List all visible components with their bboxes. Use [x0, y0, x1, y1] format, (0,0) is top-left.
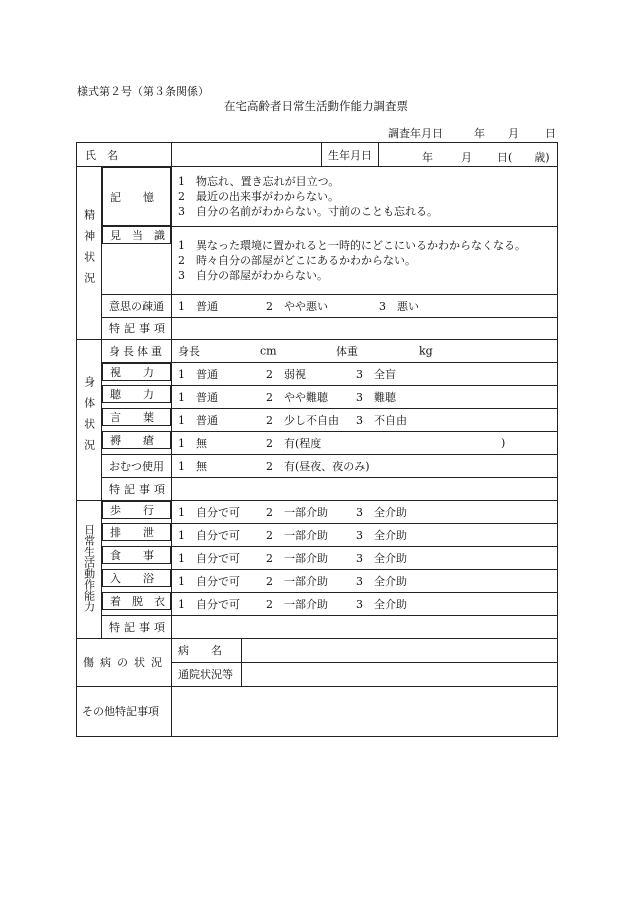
adl-section-cell: [77, 500, 102, 638]
visit-field[interactable]: [242, 662, 558, 686]
bedsore-label: 褥 瘡: [110, 434, 154, 447]
memory-options-cell: [172, 167, 558, 227]
vision-option-3[interactable]: 3 全盲: [356, 367, 396, 381]
memory-label-cell: [102, 167, 171, 226]
speech-label-cell: [102, 408, 171, 426]
memory-option-1[interactable]: 1 物忘れ、置き忘れが目立つ。: [178, 174, 340, 188]
adl-notes-label-cell: [102, 615, 172, 638]
communication-label-cell: [102, 294, 172, 317]
diaper-option-1[interactable]: 1 無: [178, 459, 207, 473]
other-notes-label: その他特記事項: [82, 705, 159, 718]
mental-notes-field[interactable]: [172, 317, 558, 339]
birth-month-unit: 月: [461, 151, 472, 164]
walking-options-cell: [172, 500, 558, 523]
excretion-label-cell: [102, 523, 171, 541]
illness-section-label: 傷病の状況: [83, 656, 168, 669]
excretion-option-1[interactable]: 1 自分で可: [178, 528, 240, 542]
dressing-options-cell: [172, 592, 558, 615]
physical-section-cell: [77, 339, 102, 500]
excretion-option-2[interactable]: 2 一部介助: [266, 528, 328, 542]
speech-options-cell: [172, 408, 558, 431]
diaper-option-2[interactable]: 2 有(昼夜、夜のみ): [266, 459, 370, 473]
survey-date-label: 調査年月日: [388, 127, 443, 140]
eating-option-3[interactable]: 3 全介助: [356, 551, 407, 565]
height-weight-cell[interactable]: [172, 339, 558, 362]
walking-option-2[interactable]: 2 一部介助: [266, 505, 328, 519]
bathing-option-2[interactable]: 2 一部介助: [266, 574, 328, 588]
document-title: 在宅高齢者日常生活動作能力調査票: [224, 99, 408, 113]
dressing-option-3[interactable]: 3 全介助: [356, 597, 407, 611]
hearing-option-1[interactable]: 1 普通: [178, 390, 218, 404]
walking-label-cell: [102, 501, 171, 519]
form-number-label: 様式第２号（第３条関係）: [77, 85, 209, 98]
disease-field[interactable]: [242, 638, 558, 662]
orientation-options-cell: [172, 226, 558, 294]
physical-notes-label-cell: [102, 477, 172, 500]
communication-option-3[interactable]: 3 悪い: [379, 299, 419, 313]
dressing-label: 着 脱 衣: [110, 595, 165, 608]
birth-label-box: [322, 143, 379, 166]
birth-day-age-unit: 日( 歳): [497, 151, 550, 164]
walking-label: 歩 行: [110, 503, 154, 517]
eating-label-cell: [102, 546, 171, 564]
communication-option-1[interactable]: 1 普通: [178, 299, 218, 313]
bathing-label-cell: [102, 569, 171, 587]
height-weight-label: 身長体重: [109, 344, 165, 358]
diaper-label: おむつ使用: [109, 459, 164, 473]
vision-options-cell: [172, 362, 558, 385]
survey-table: [76, 142, 558, 737]
eating-options-cell: [172, 546, 558, 569]
walking-option-1[interactable]: 1 自分で可: [178, 505, 240, 519]
mental-section-cell: [77, 167, 102, 340]
birth-year-unit: 年: [422, 151, 433, 164]
bedsore-option-1[interactable]: 1 無: [178, 436, 207, 450]
communication-options-cell: [172, 294, 558, 317]
bathing-label: 入 浴: [110, 572, 154, 585]
orientation-label: 見 当 識: [110, 229, 165, 242]
diaper-label-cell: [102, 454, 172, 477]
visit-label: 通院状況等: [178, 668, 233, 681]
speech-label: 言 葉: [110, 411, 154, 424]
vision-label: 視 力: [110, 365, 154, 379]
adl-notes-label: 特記事項: [109, 620, 169, 634]
vision-label-cell: [102, 363, 171, 381]
cm-unit: cm: [260, 344, 277, 357]
survey-date-year: 年: [474, 127, 485, 140]
eating-option-2[interactable]: 2 一部介助: [266, 551, 328, 565]
bedsore-options-cell: [172, 431, 558, 454]
kg-unit: kg: [419, 344, 433, 357]
weight-label: 体重: [336, 344, 358, 358]
adl-notes-field[interactable]: [172, 615, 558, 638]
name-label-cell: [77, 143, 172, 167]
memory-option-2[interactable]: 2 最近の出来事がわからない。: [178, 189, 339, 203]
hearing-option-3[interactable]: 3 難聴: [356, 390, 396, 404]
disease-label: 病 名: [178, 644, 222, 657]
communication-label: 意思の疎通: [109, 299, 164, 313]
other-notes-field[interactable]: [172, 686, 558, 736]
orientation-option-3[interactable]: 3 自分の部屋がわからない。: [178, 268, 328, 282]
eating-option-1[interactable]: 1 自分で可: [178, 551, 240, 565]
name-field[interactable]: [172, 143, 322, 167]
communication-option-2[interactable]: 2 やや悪い: [266, 299, 328, 313]
disease-label-cell: [172, 638, 242, 662]
hearing-label-cell: [102, 385, 171, 403]
mental-notes-label-cell: [102, 317, 172, 339]
speech-option-2[interactable]: 2 少し不自由: [266, 413, 339, 427]
memory-option-3[interactable]: 3 自分の名前がわからない。寸前のことも忘れる。: [178, 204, 438, 218]
memory-label: 記 憶: [110, 190, 154, 204]
orientation-label-cell: [102, 226, 171, 244]
dressing-label-cell: [102, 592, 171, 610]
physical-notes-label: 特記事項: [109, 482, 169, 496]
vision-option-2[interactable]: 2 弱視: [266, 367, 306, 381]
bedsore-close-paren: ): [501, 436, 506, 449]
birth-label: 生年月日: [328, 148, 372, 162]
orientation-option-2[interactable]: 2 時々自分の部屋がどこにあるかわからない。: [178, 253, 416, 267]
hearing-label: 聴 力: [110, 388, 154, 401]
vision-option-1[interactable]: 1 普通: [178, 367, 218, 381]
height-label: 身長: [178, 344, 200, 358]
excretion-label: 排 泄: [110, 526, 154, 539]
walking-option-3[interactable]: 3 全介助: [356, 505, 407, 519]
bedsore-label-cell: [102, 431, 171, 449]
orientation-option-1[interactable]: 1 異なった環境に置かれると一時的にどこにいるかわからなくなる。: [178, 238, 526, 252]
adl-section-label: 日常生活動作能力: [82, 523, 96, 612]
mental-notes-label: 特記事項: [109, 322, 169, 335]
physical-section-label: 身体状況: [82, 376, 96, 460]
speech-option-1[interactable]: 1 普通: [178, 413, 218, 427]
eating-label: 食 事: [110, 549, 154, 562]
survey-date-day: 日: [545, 127, 556, 140]
height-weight-label-cell: [102, 339, 172, 362]
hearing-options-cell: [172, 385, 558, 408]
bedsore-option-2[interactable]: 2 有(程度: [266, 436, 322, 450]
bathing-option-1[interactable]: 1 自分で可: [178, 574, 240, 588]
mental-section-label: 精神状況: [82, 209, 96, 294]
dressing-option-1[interactable]: 1 自分で可: [178, 597, 240, 611]
physical-notes-field[interactable]: [172, 477, 558, 500]
speech-option-3[interactable]: 3 不自由: [356, 413, 407, 427]
bathing-options-cell: [172, 569, 558, 592]
excretion-option-3[interactable]: 3 全介助: [356, 528, 407, 542]
hearing-option-2[interactable]: 2 やや難聴: [266, 390, 328, 404]
birth-cell: [322, 143, 558, 167]
birth-field[interactable]: [379, 143, 557, 166]
other-notes-label-cell: [77, 686, 172, 736]
illness-section-cell: [77, 638, 172, 686]
diaper-options-cell: [172, 454, 558, 477]
survey-date-month: 月: [508, 127, 519, 140]
visit-label-cell: [172, 662, 242, 686]
bathing-option-3[interactable]: 3 全介助: [356, 574, 407, 588]
excretion-options-cell: [172, 523, 558, 546]
dressing-option-2[interactable]: 2 一部介助: [266, 597, 328, 611]
name-label: 氏 名: [85, 148, 118, 162]
